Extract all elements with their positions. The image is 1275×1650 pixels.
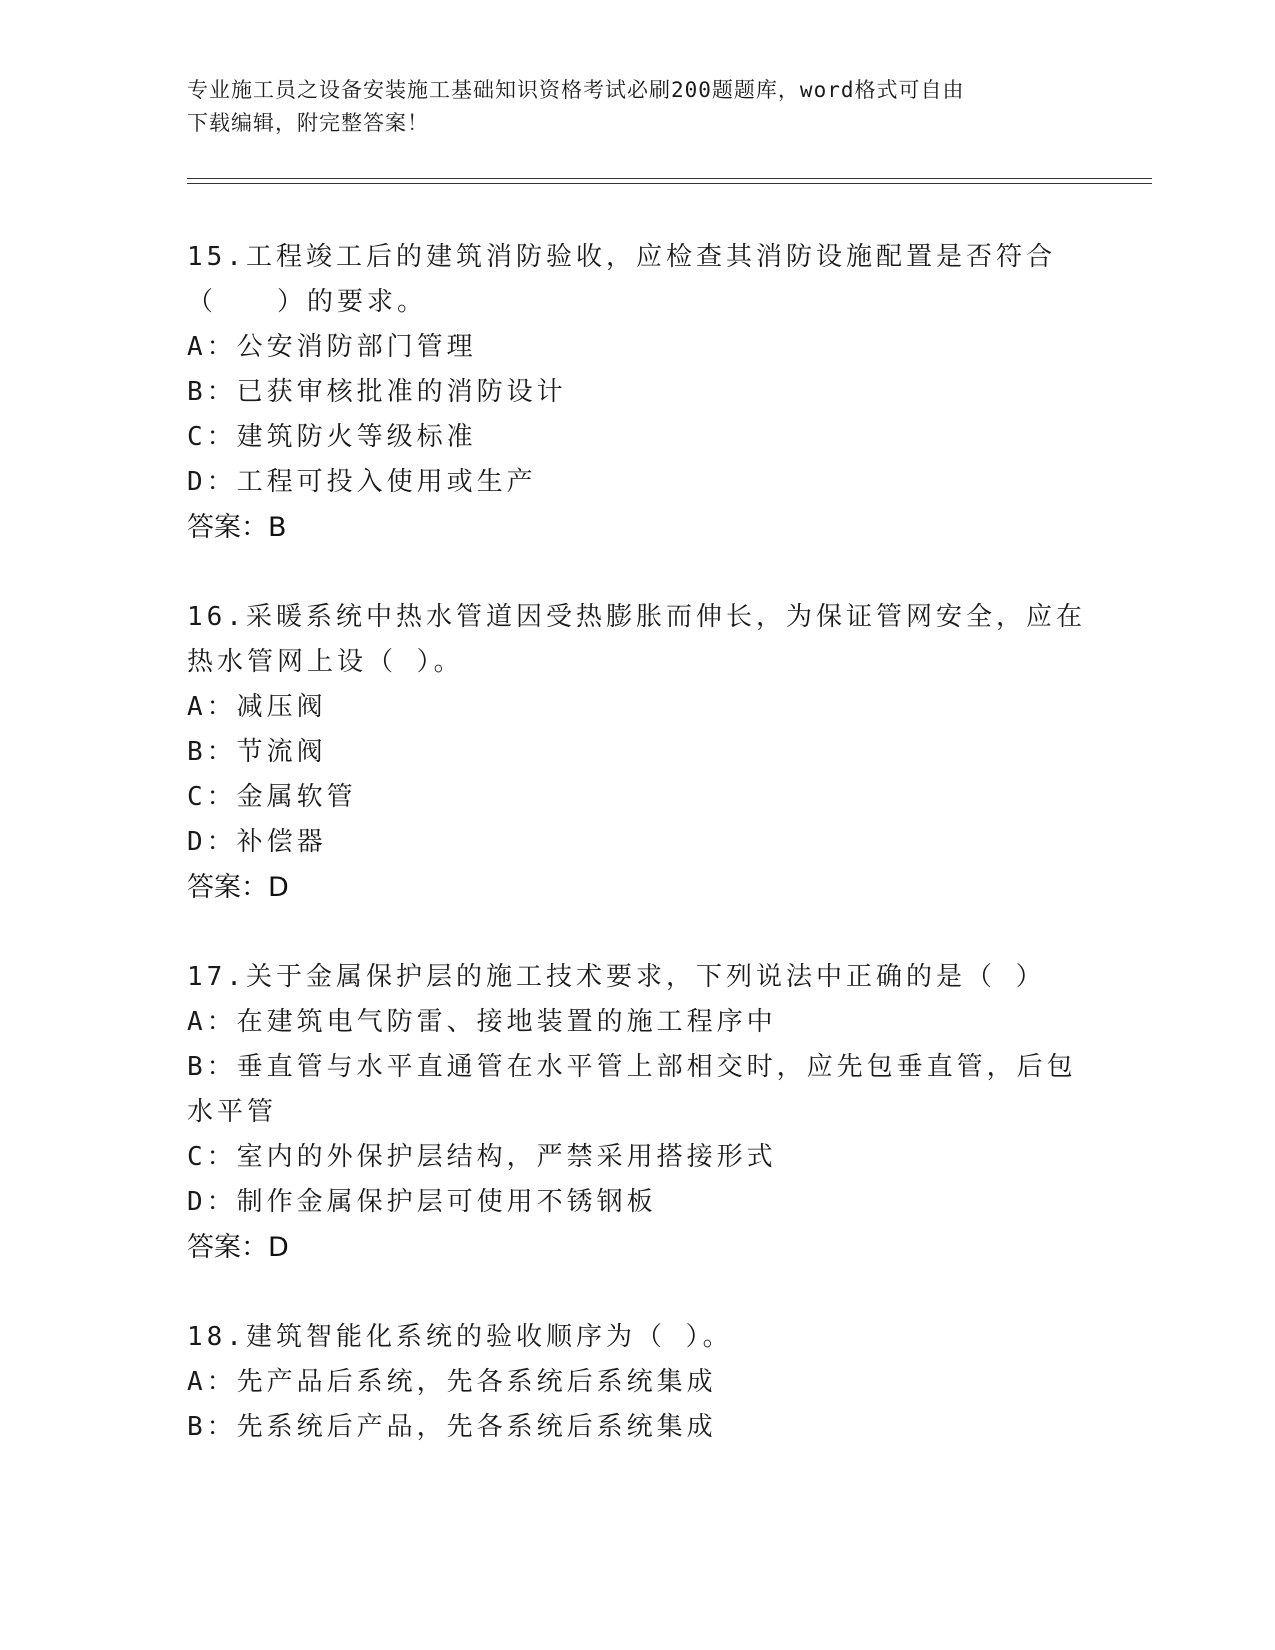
option-c: C：室内的外保护层结构，严禁采用搭接形式 (187, 1142, 777, 1172)
question-text: 17.关于金属保护层的施工技术要求，下列说法中正确的是（ ） (187, 962, 1046, 992)
question-18 (187, 1315, 1087, 1450)
header-divider-bottom (187, 183, 1152, 184)
option-b: B：已获审核批准的消防设计 (187, 377, 567, 407)
option-a: A：公安消防部门管理 (187, 332, 477, 362)
option-a: A：在建筑电气防雷、接地装置的施工程序中 (187, 1007, 777, 1037)
question-17 (187, 955, 1087, 1270)
option-c: C：建筑防火等级标准 (187, 422, 477, 452)
document-header (187, 74, 1067, 140)
answer: 答案：B (187, 512, 287, 543)
option-a: A：减压阀 (187, 692, 327, 722)
question-text: 18.建筑智能化系统的验收顺序为（ ）。 (187, 1322, 733, 1352)
question-text: 15.工程竣工后的建筑消防验收，应检查其消防设施配置是否符合（ ）的要求。 (187, 242, 1056, 317)
option-d: D：补偿器 (187, 827, 327, 857)
option-d: D：工程可投入使用或生产 (187, 467, 537, 497)
option-b: B：垂直管与水平直通管在水平管上部相交时，应先包垂直管，后包水平管 (187, 1052, 1077, 1127)
option-d: D：制作金属保护层可使用不锈钢板 (187, 1187, 657, 1217)
question-list (187, 235, 1087, 1495)
question-15 (187, 235, 1087, 550)
question-16 (187, 595, 1087, 910)
header-line-2: 下载编辑，附完整答案！ (187, 111, 429, 135)
header-line-1: 专业施工员之设备安装施工基础知识资格考试必刷200题题库，word格式可自由 (187, 78, 965, 102)
option-b: B：节流阀 (187, 737, 327, 767)
option-c: C：金属软管 (187, 782, 357, 812)
question-text: 16.采暖系统中热水管道因受热膨胀而伸长，为保证管网安全，应在热水管网上设（ ）。 (187, 602, 1086, 677)
option-b: B：先系统后产品，先各系统后系统集成 (187, 1412, 717, 1442)
option-a: A：先产品后系统，先各系统后系统集成 (187, 1367, 717, 1397)
answer: 答案：D (187, 1232, 289, 1263)
header-divider-top (187, 178, 1152, 179)
answer: 答案：D (187, 872, 289, 903)
